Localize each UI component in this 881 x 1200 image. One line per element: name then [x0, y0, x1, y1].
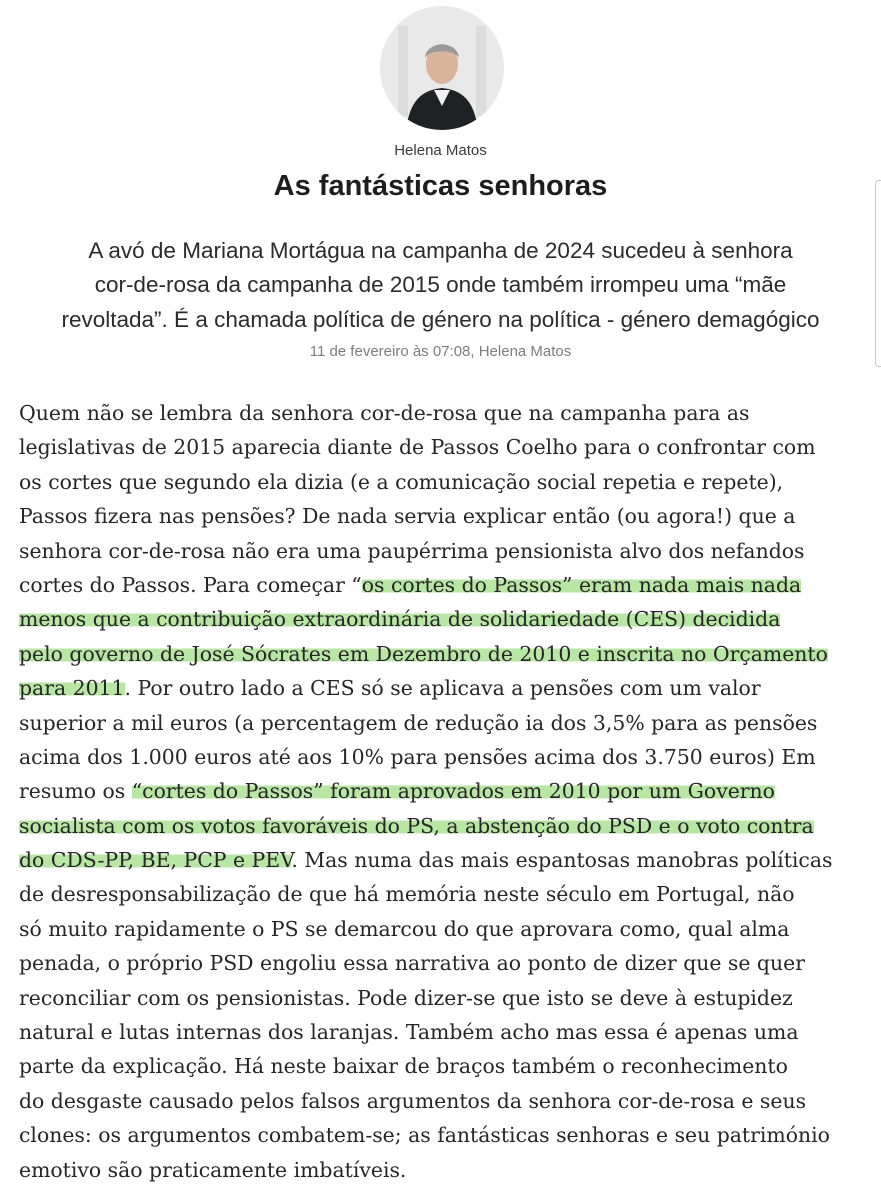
body-text-segment: Quem não se lembra da senhora cor-de-rosa que na campanha para as [19, 401, 750, 425]
body-line [19, 912, 869, 946]
body-line [19, 946, 869, 980]
body-text-segment: superior a mil euros (a percentagem de redução ia dos 3,5% para as pensões [19, 710, 818, 735]
body-line [19, 671, 869, 705]
article-title: As fantásticas senhoras [273, 170, 608, 202]
body-line [19, 774, 869, 808]
body-text-segment: penada, o próprio PSD engoliu essa narrativa ao ponto de dizer que se quer [19, 951, 805, 976]
article-meta: 11 de fevereiro às 07:08, Helena Matos [309, 343, 572, 360]
body-line [19, 706, 869, 740]
body-text-segment: reconciliar com os pensionistas. Pode dizer-se que isto se deve à estupidez [19, 985, 793, 1010]
body-text-segment: senhora cor-de-rosa não era uma paupérrima pensionista alvo dos nefandos [19, 538, 805, 563]
highlighted-text: do CDS-PP, BE, PCP e PEV [19, 848, 292, 873]
body-line [19, 465, 869, 499]
body-line [19, 396, 869, 430]
body-text-segment: clones: os argumentos combatem-se; as fantásticas senhoras e seu património [19, 1123, 830, 1148]
body-text-segment: cortes do Passos. Para começar “ [19, 572, 362, 597]
body-line [19, 1015, 869, 1049]
body-text-segment: do desgaste causado pelos falsos argumentos da senhora cor-de-rosa e seus [19, 1088, 807, 1113]
body-text-segment: só muito rapidamente o PS se demarcou do que aprovara como, qual alma [19, 916, 790, 941]
body-line [19, 602, 869, 636]
article-lead [24, 235, 857, 338]
body-line [19, 877, 869, 911]
body-text-segment: os cortes que segundo ela dizia (e a comunicação social repetia e repete), [19, 469, 784, 494]
lead-line: A avó de Mariana Mortágua na campanha de 2024 sucedeu à senhora [88, 238, 793, 263]
author-avatar[interactable] [380, 6, 504, 130]
body-text-segment: emotivo são praticamente imbatíveis. [19, 1157, 407, 1182]
body-line [19, 1153, 869, 1187]
body-line [19, 534, 869, 568]
body-line [19, 1084, 869, 1118]
body-line [19, 843, 869, 877]
body-text-segment: de desresponsabilização de que há memória neste século em Portugal, não [19, 882, 795, 907]
body-text-segment: parte da explicação. Há neste baixar de braços também o reconhecimento [19, 1054, 788, 1079]
body-line [19, 1118, 869, 1152]
lead-line: cor-de-rosa da campanha de 2015 onde também irrompeu uma “mãe [94, 272, 787, 298]
body-text-segment: . Por outro lado a CES só se aplicava a pensões com um valor [124, 676, 761, 701]
body-line [19, 430, 869, 464]
body-line [19, 1049, 869, 1083]
lead-line: revoltada”. É a chamada política de género na política - género demagógico [61, 306, 820, 332]
body-line [19, 809, 869, 843]
body-line [19, 981, 869, 1015]
body-text-segment: acima dos 1.000 euros até aos 10% para pensões acima dos 3.750 euros) Em [19, 744, 816, 769]
highlighted-text: pelo governo de José Sócrates em Dezembro de 2010 e inscrita no Orçamento [19, 641, 828, 666]
scroll-handle[interactable] [875, 180, 881, 367]
body-line [19, 740, 869, 774]
body-line [19, 568, 869, 602]
body-line [19, 637, 869, 671]
body-text-segment: legislativas de 2015 aparecia diante de Passos Coelho para o confrontar com [19, 435, 816, 460]
body-text-segment: natural e lutas internas dos laranjas. Também acho mas essa é apenas uma [19, 1020, 799, 1045]
body-line [19, 499, 869, 533]
body-text-segment: . Mas numa das mais espantosas manobras políticas [291, 848, 833, 873]
highlighted-text: “cortes do Passos” foram aprovados em 2010 por um Governo [131, 779, 775, 804]
body-text-segment: Passos fizera nas pensões? De nada servia explicar então (ou agora!) que a [19, 504, 796, 529]
highlighted-text: menos que a contribuição extraordinária de solidariedade (CES) decidida [19, 607, 781, 632]
article-body [19, 396, 869, 1187]
highlighted-text: socialista com os votos favoráveis do PS, a abstenção do PSD e o voto contra [19, 813, 814, 838]
highlighted-text: os cortes do Passos” eram nada mais nada [361, 572, 802, 597]
author-photo [380, 6, 504, 130]
body-text-segment: resumo os [19, 779, 132, 804]
highlighted-text: para 2011 [19, 676, 125, 701]
author-name[interactable]: Helena Matos [394, 142, 487, 159]
